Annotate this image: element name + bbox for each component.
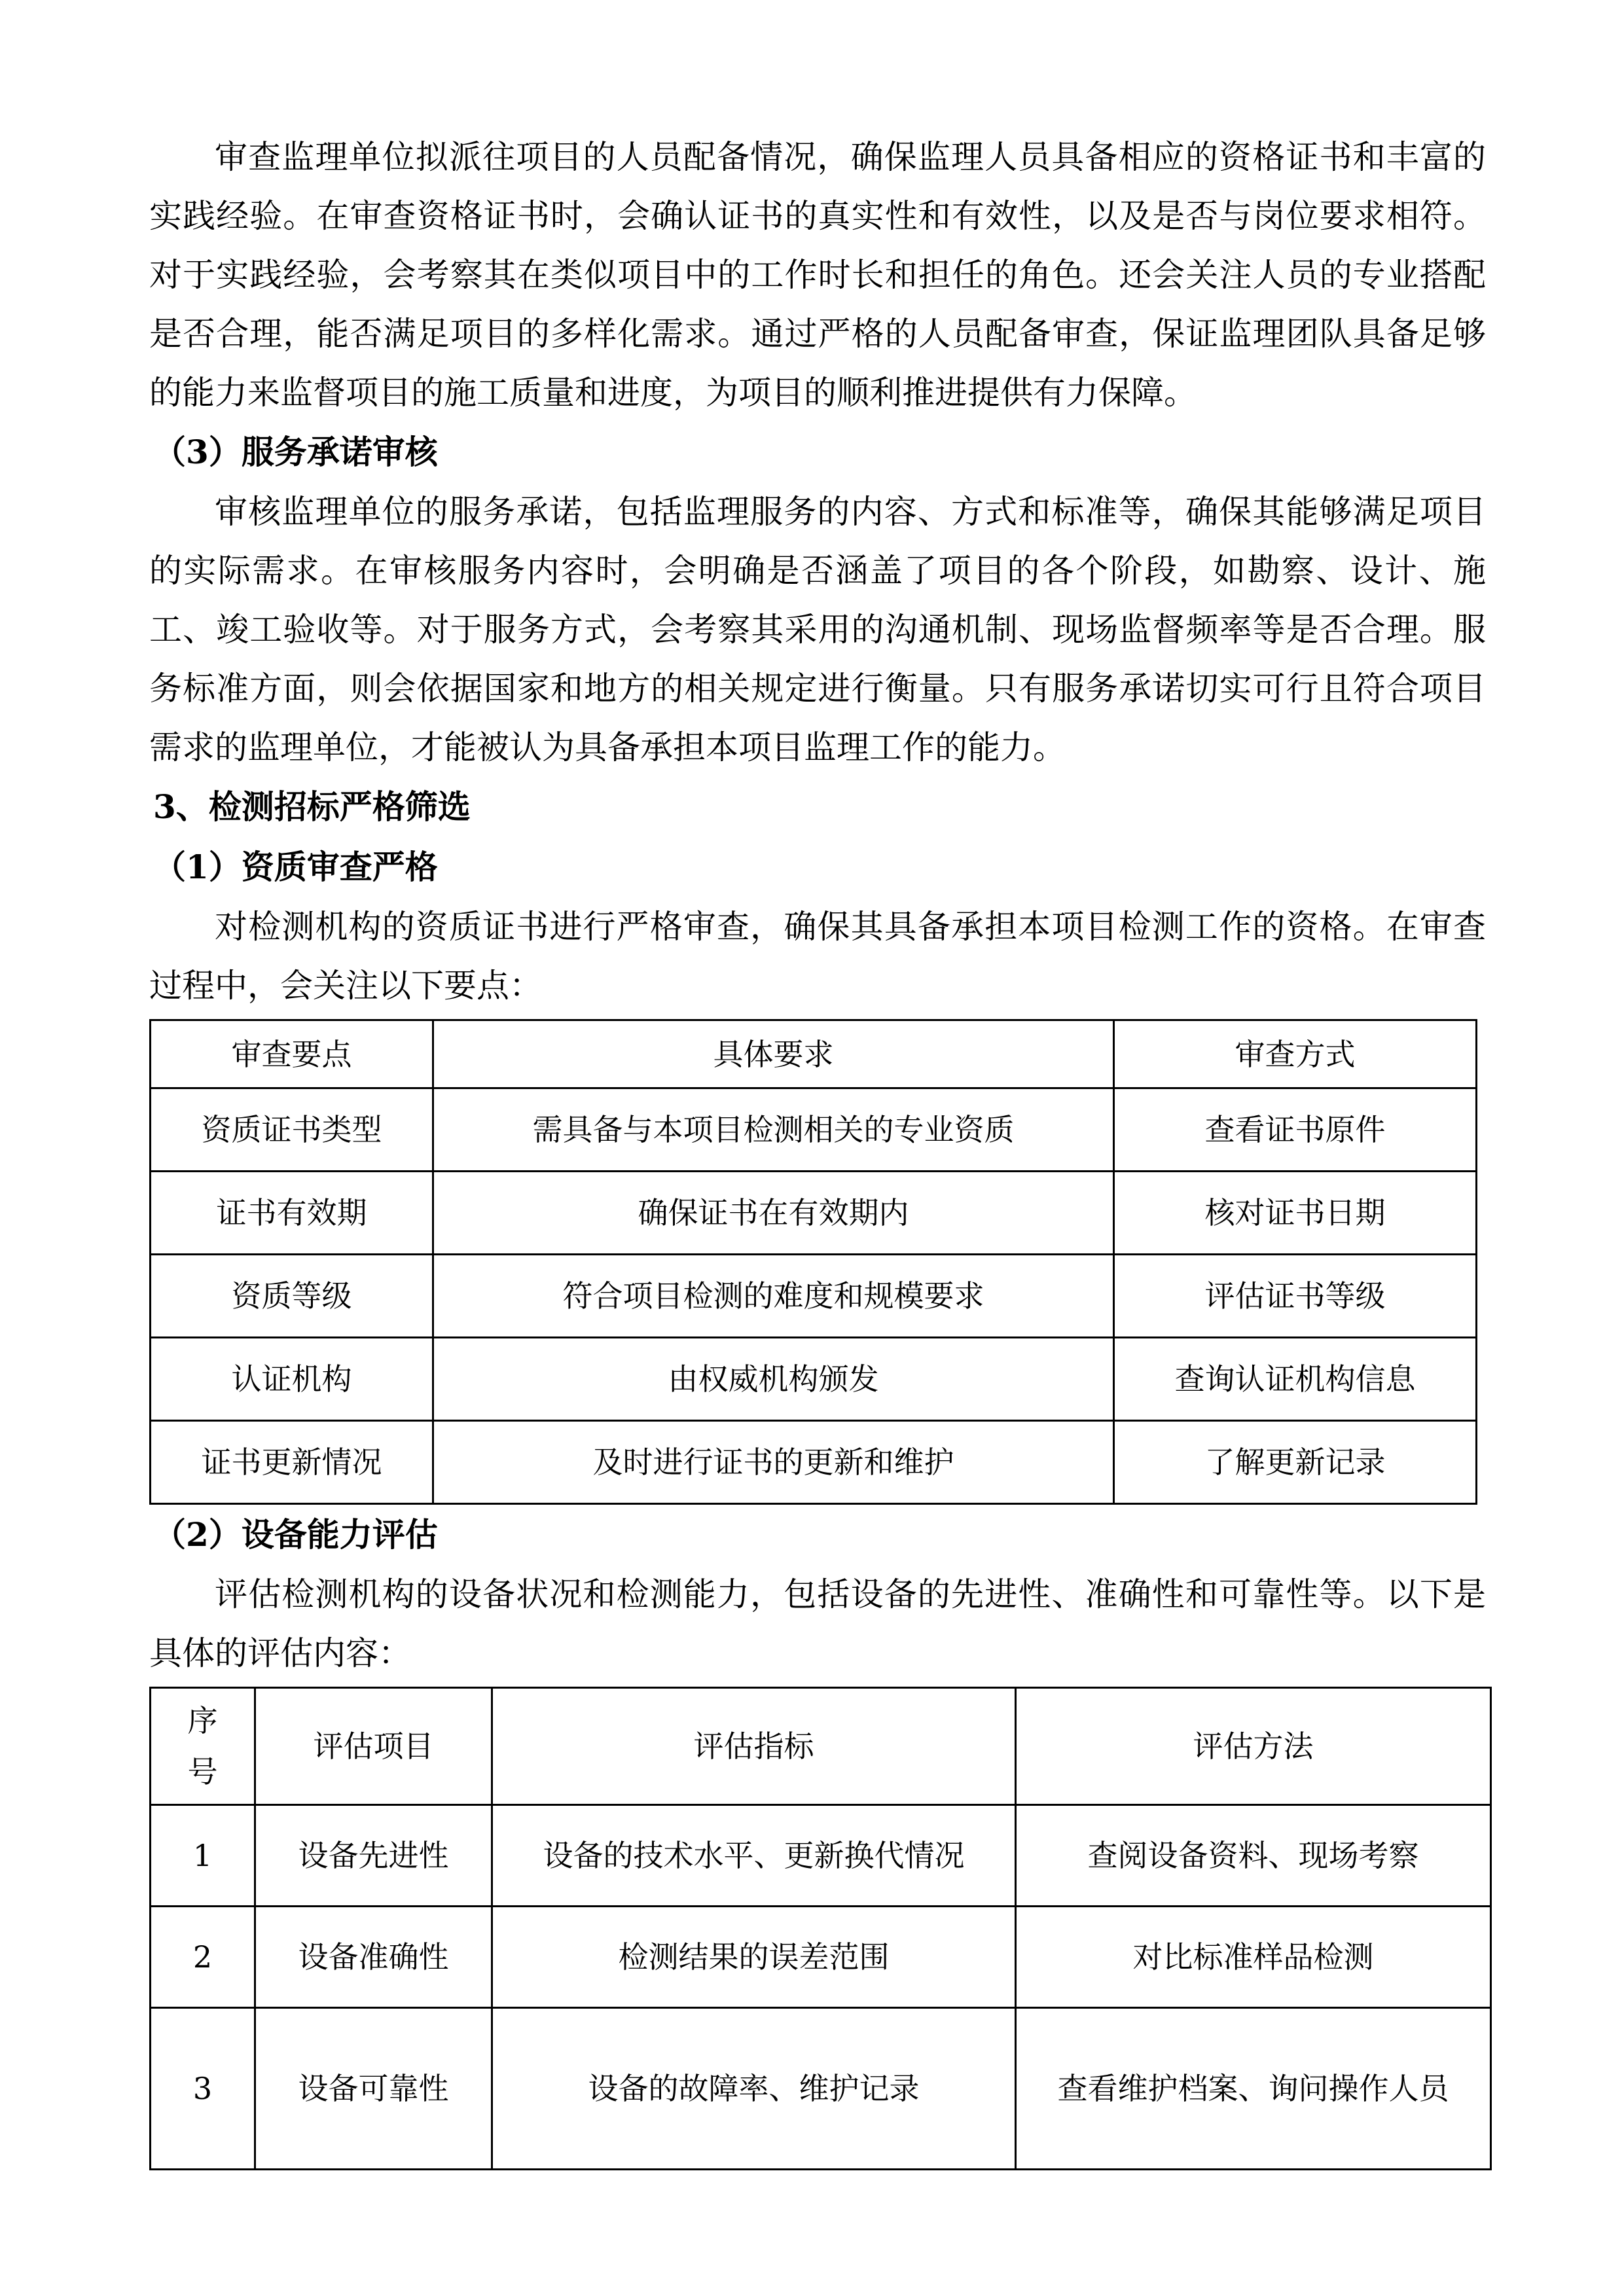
cell-review-point: 资质证书类型 [151,1088,433,1172]
cell-index: 1 [151,1805,255,1907]
heading-equipment-capability-assessment: （2）设备能力评估 [153,1515,438,1554]
cell-review-method: 了解更新记录 [1114,1421,1477,1504]
table-header-row [151,1020,1477,1088]
table-equipment-assessment [149,1687,1492,2170]
cell-assessment-method: 查看维护档案、询问操作人员 [1016,2008,1491,2170]
cell-review-point: 资质等级 [151,1255,433,1338]
cell-specific-requirement: 符合项目检测的难度和规模要求 [433,1255,1114,1338]
cell-index: 3 [151,2008,255,2170]
cell-specific-requirement: 及时进行证书的更新和维护 [433,1421,1114,1504]
table-qualification-review [149,1019,1477,1505]
cell-assessment-indicator: 检测结果的误差范围 [492,1907,1016,2008]
cell-review-method: 核对证书日期 [1114,1172,1477,1255]
cell-index: 2 [151,1907,255,2008]
cell-assessment-item: 设备可靠性 [255,2008,492,2170]
cell-assessment-item: 设备先进性 [255,1805,492,1907]
heading-qualification-strict-review: （1）资质审查严格 [153,848,438,886]
column-header-review-method: 审查方式 [1114,1020,1477,1088]
column-header-assessment-item: 评估项目 [255,1688,492,1805]
table-header-row [151,1688,1491,1805]
paragraph-service-commitment: 审核监理单位的服务承诺，包括监理服务的内容、方式和标准等，确保其能够满足项目的实际需求。在审核服务内容时，会明确是否涵盖了项目的各个阶段，如勘察、设计、施工、竣工验收等。对于服务方式，会考察其采用的沟通机制、现场监督频率等是否合理。服务标准方面，则会依据国家和地方的相关规定进行衡量。只有服务承诺切实可行且符合项目需求的监理单位，才能被认为具备承担本项目监理工作的能力。 [149,493,1486,766]
cell-specific-requirement: 确保证书在有效期内 [433,1172,1114,1255]
heading-section-3-testing-tender: 3、检测招标严格筛选 [153,787,471,826]
cell-review-method: 查询认证机构信息 [1114,1338,1477,1421]
cell-review-point: 认证机构 [151,1338,433,1421]
index-char-1: 序 [187,1703,218,1738]
paragraph-qualification-review: 对检测机构的资质证书进行严格审查，确保其具备承担本项目检测工作的资格。在审查过程中，会关注以下要点： [149,908,1486,1005]
table-row [151,2008,1491,2170]
cell-review-point: 证书有效期 [151,1172,433,1255]
paragraph-personnel-review: 审查监理单位拟派往项目的人员配备情况，确保监理人员具备相应的资格证书和丰富的实践经验。在审查资格证书时，会确认证书的真实性和有效性，以及是否与岗位要求相符。对于实践经验，会考察其在类似项目中的工作时长和担任的角色。还会关注人员的专业搭配是否合理，能否满足项目的多样化需求。通过严格的人员配备审查，保证监理团队具备足够的能力来监督项目的施工质量和进度，为项目的顺利推进提供有力保障。 [149,138,1486,412]
cell-assessment-item: 设备准确性 [255,1907,492,2008]
table-row [151,1255,1477,1338]
table-row [151,1088,1477,1172]
cell-review-method: 评估证书等级 [1114,1255,1477,1338]
column-header-index [151,1688,255,1805]
cell-assessment-method: 查阅设备资料、现场考察 [1016,1805,1491,1907]
stacked-index-label [188,1695,218,1797]
cell-review-method: 查看证书原件 [1114,1088,1477,1172]
column-header-review-point: 审查要点 [151,1020,433,1088]
table-row [151,1805,1491,1907]
cell-assessment-indicator: 设备的故障率、维护记录 [492,2008,1016,2170]
cell-specific-requirement: 由权威机构颁发 [433,1338,1114,1421]
table-row [151,1421,1477,1504]
page-content [149,128,1486,2170]
table-row [151,1172,1477,1255]
paragraph-equipment-assessment: 评估检测机构的设备状况和检测能力，包括设备的先进性、准确性和可靠性等。以下是具体的评估内容： [149,1575,1486,1672]
cell-assessment-indicator: 设备的技术水平、更新换代情况 [492,1805,1016,1907]
column-header-assessment-indicator: 评估指标 [492,1688,1016,1805]
cell-review-point: 证书更新情况 [151,1421,433,1504]
table-row [151,1907,1491,2008]
cell-assessment-method: 对比标准样品检测 [1016,1907,1491,2008]
heading-service-commitment-review: （3）服务承诺审核 [153,433,438,471]
table-row [151,1338,1477,1421]
cell-specific-requirement: 需具备与本项目检测相关的专业资质 [433,1088,1114,1172]
column-header-assessment-method: 评估方法 [1016,1688,1491,1805]
index-char-2: 号 [187,1754,218,1789]
column-header-specific-requirement: 具体要求 [433,1020,1114,1088]
